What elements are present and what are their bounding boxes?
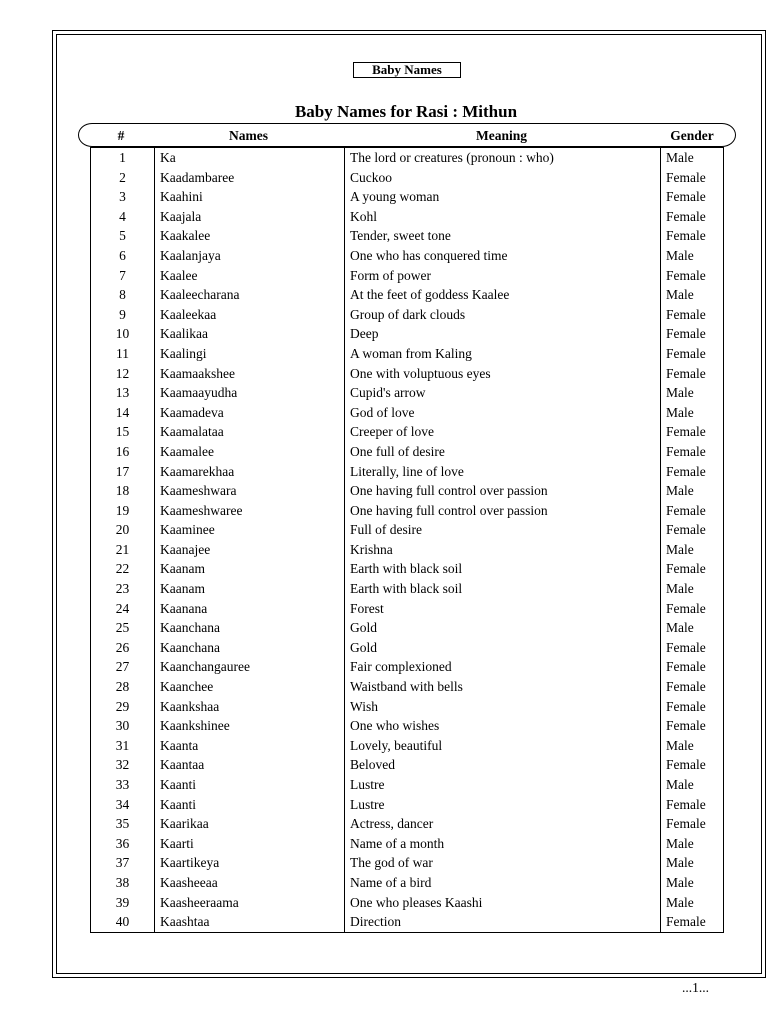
row-number: 37 — [91, 853, 155, 873]
row-meaning: At the feet of goddess Kaalee — [345, 285, 661, 305]
table-row — [91, 579, 724, 599]
row-meaning: Direction — [345, 912, 661, 932]
table-row — [91, 540, 724, 560]
row-meaning: Gold — [345, 638, 661, 658]
row-number: 34 — [91, 795, 155, 815]
table-row — [91, 795, 724, 815]
row-gender: Male — [661, 775, 724, 795]
table-row — [91, 403, 724, 423]
row-name: Kaankshaa — [155, 697, 345, 717]
row-name: Kaamaakshee — [155, 364, 345, 384]
row-name: Kaanchangauree — [155, 657, 345, 677]
row-meaning: Fair complexioned — [345, 657, 661, 677]
table-row — [91, 775, 724, 795]
row-gender: Male — [661, 893, 724, 913]
row-gender: Female — [661, 697, 724, 717]
row-gender: Female — [661, 422, 724, 442]
row-name: Kaameshwaree — [155, 501, 345, 521]
row-name: Kaanti — [155, 775, 345, 795]
table-row — [91, 912, 724, 932]
row-number: 14 — [91, 403, 155, 423]
row-name: Kaadambaree — [155, 168, 345, 188]
table-row — [91, 246, 724, 266]
row-number: 23 — [91, 579, 155, 599]
row-meaning: Tender, sweet tone — [345, 226, 661, 246]
row-number: 15 — [91, 422, 155, 442]
row-gender: Male — [661, 403, 724, 423]
row-gender: Female — [661, 716, 724, 736]
row-gender: Female — [661, 305, 724, 325]
row-gender: Female — [661, 755, 724, 775]
row-name: Kaamalataa — [155, 422, 345, 442]
row-number: 18 — [91, 481, 155, 501]
table-row — [91, 755, 724, 775]
row-name: Kaamarekhaa — [155, 462, 345, 482]
table-row — [91, 677, 724, 697]
table-row — [91, 814, 724, 834]
page-number: ...1... — [682, 980, 709, 995]
row-meaning: Waistband with bells — [345, 677, 661, 697]
row-meaning: One having full control over passion — [345, 481, 661, 501]
row-gender: Female — [661, 795, 724, 815]
row-name: Kaamaayudha — [155, 383, 345, 403]
row-number: 5 — [91, 226, 155, 246]
table-row — [91, 501, 724, 521]
row-number: 29 — [91, 697, 155, 717]
row-gender: Female — [661, 187, 724, 207]
row-meaning: Krishna — [345, 540, 661, 560]
row-name: Kaashtaa — [155, 912, 345, 932]
row-meaning: Name of a bird — [345, 873, 661, 893]
row-meaning: Lustre — [345, 795, 661, 815]
row-name: Kaaleecharana — [155, 285, 345, 305]
row-meaning: A woman from Kaling — [345, 344, 661, 364]
table-row — [91, 520, 724, 540]
row-meaning: One who has conquered time — [345, 246, 661, 266]
column-header-gender: Gender — [670, 128, 714, 143]
table-row — [91, 324, 724, 344]
row-meaning: Earth with black soil — [345, 579, 661, 599]
row-meaning: Creeper of love — [345, 422, 661, 442]
table-row — [91, 559, 724, 579]
row-gender: Female — [661, 912, 724, 932]
row-meaning: Cuckoo — [345, 168, 661, 188]
row-gender: Female — [661, 638, 724, 658]
row-gender: Male — [661, 834, 724, 854]
row-meaning: Actress, dancer — [345, 814, 661, 834]
row-number: 38 — [91, 873, 155, 893]
row-gender: Male — [661, 481, 724, 501]
row-name: Kaanam — [155, 579, 345, 599]
row-name: Kaanchana — [155, 618, 345, 638]
row-number: 7 — [91, 266, 155, 286]
row-name: Kaamadeva — [155, 403, 345, 423]
table-row — [91, 285, 724, 305]
row-name: Kaasheeaa — [155, 873, 345, 893]
row-number: 20 — [91, 520, 155, 540]
row-meaning: One having full control over passion — [345, 501, 661, 521]
table-row — [91, 618, 724, 638]
row-name: Kaanana — [155, 599, 345, 619]
row-name: Kaaleekaa — [155, 305, 345, 325]
table-row — [91, 834, 724, 854]
row-meaning: Gold — [345, 618, 661, 638]
table-row — [91, 305, 724, 325]
row-gender: Male — [661, 246, 724, 266]
table-row — [91, 481, 724, 501]
row-gender: Male — [661, 579, 724, 599]
row-gender: Female — [661, 677, 724, 697]
row-meaning: One full of desire — [345, 442, 661, 462]
row-name: Kaanta — [155, 736, 345, 756]
row-name: Kaartikeya — [155, 853, 345, 873]
row-name: Kaarti — [155, 834, 345, 854]
row-number: 33 — [91, 775, 155, 795]
row-gender: Male — [661, 853, 724, 873]
row-number: 8 — [91, 285, 155, 305]
row-name: Kaakalee — [155, 226, 345, 246]
table-row — [91, 893, 724, 913]
table-row — [91, 462, 724, 482]
row-meaning: Name of a month — [345, 834, 661, 854]
row-meaning: Earth with black soil — [345, 559, 661, 579]
row-meaning: Cupid's arrow — [345, 383, 661, 403]
row-gender: Female — [661, 657, 724, 677]
row-meaning: The god of war — [345, 853, 661, 873]
row-number: 27 — [91, 657, 155, 677]
table-row — [91, 442, 724, 462]
row-name: Kaanchee — [155, 677, 345, 697]
row-number: 25 — [91, 618, 155, 638]
row-meaning: Forest — [345, 599, 661, 619]
row-meaning: Form of power — [345, 266, 661, 286]
row-number: 40 — [91, 912, 155, 932]
row-name: Kaajala — [155, 207, 345, 227]
row-gender: Female — [661, 324, 724, 344]
row-number: 6 — [91, 246, 155, 266]
row-meaning: Beloved — [345, 755, 661, 775]
row-number: 39 — [91, 893, 155, 913]
row-name: Kaaminee — [155, 520, 345, 540]
table-row — [91, 168, 724, 188]
row-name: Kaalanjaya — [155, 246, 345, 266]
row-name: Kaasheeraama — [155, 893, 345, 913]
row-number: 13 — [91, 383, 155, 403]
row-number: 22 — [91, 559, 155, 579]
table-row — [91, 364, 724, 384]
table-row — [91, 599, 724, 619]
row-name: Kaarikaa — [155, 814, 345, 834]
row-number: 30 — [91, 716, 155, 736]
row-gender: Female — [661, 559, 724, 579]
row-name: Kaanchana — [155, 638, 345, 658]
row-meaning: Literally, line of love — [345, 462, 661, 482]
table-row — [91, 383, 724, 403]
row-number: 11 — [91, 344, 155, 364]
names-table — [90, 147, 724, 933]
table-row — [91, 187, 724, 207]
row-number: 1 — [91, 148, 155, 168]
row-gender: Male — [661, 383, 724, 403]
row-number: 10 — [91, 324, 155, 344]
row-name: Kaalee — [155, 266, 345, 286]
row-name: Kaanti — [155, 795, 345, 815]
row-number: 16 — [91, 442, 155, 462]
row-gender: Female — [661, 442, 724, 462]
table-row — [91, 266, 724, 286]
row-meaning: The lord or creatures (pronoun : who) — [345, 148, 661, 168]
row-number: 35 — [91, 814, 155, 834]
row-meaning: One who pleases Kaashi — [345, 893, 661, 913]
row-gender: Female — [661, 266, 724, 286]
row-gender: Male — [661, 873, 724, 893]
table-row — [91, 657, 724, 677]
row-number: 36 — [91, 834, 155, 854]
row-gender: Female — [661, 168, 724, 188]
row-gender: Male — [661, 540, 724, 560]
row-name: Kaahini — [155, 187, 345, 207]
row-number: 19 — [91, 501, 155, 521]
row-number: 4 — [91, 207, 155, 227]
row-gender: Male — [661, 736, 724, 756]
row-meaning: A young woman — [345, 187, 661, 207]
row-meaning: Full of desire — [345, 520, 661, 540]
row-gender: Male — [661, 285, 724, 305]
row-gender: Female — [661, 462, 724, 482]
row-number: 32 — [91, 755, 155, 775]
row-number: 31 — [91, 736, 155, 756]
row-number: 9 — [91, 305, 155, 325]
row-meaning: Group of dark clouds — [345, 305, 661, 325]
row-number: 28 — [91, 677, 155, 697]
row-number: 12 — [91, 364, 155, 384]
row-meaning: Deep — [345, 324, 661, 344]
names-table-body — [91, 148, 724, 933]
row-gender: Male — [661, 618, 724, 638]
row-number: 21 — [91, 540, 155, 560]
row-meaning: Lovely, beautiful — [345, 736, 661, 756]
row-gender: Female — [661, 207, 724, 227]
table-row — [91, 344, 724, 364]
row-name: Ka — [155, 148, 345, 168]
row-meaning: Wish — [345, 697, 661, 717]
table-row — [91, 853, 724, 873]
table-row — [91, 422, 724, 442]
row-gender: Female — [661, 226, 724, 246]
column-header-names: Names — [229, 128, 268, 143]
table-row — [91, 873, 724, 893]
row-number: 2 — [91, 168, 155, 188]
row-name: Kaalikaa — [155, 324, 345, 344]
row-gender: Female — [661, 599, 724, 619]
row-name: Kaalingi — [155, 344, 345, 364]
table-row — [91, 148, 724, 168]
table-row — [91, 736, 724, 756]
row-gender: Female — [661, 814, 724, 834]
page-title: Baby Names for Rasi : Mithun — [294, 102, 518, 121]
row-name: Kaamalee — [155, 442, 345, 462]
row-gender: Female — [661, 520, 724, 540]
row-name: Kaanajee — [155, 540, 345, 560]
table-row — [91, 226, 724, 246]
row-name: Kaameshwara — [155, 481, 345, 501]
row-gender: Female — [661, 501, 724, 521]
table-row — [91, 207, 724, 227]
column-header-number: # — [117, 128, 125, 143]
row-gender: Male — [661, 148, 724, 168]
table-row — [91, 716, 724, 736]
row-meaning: God of love — [345, 403, 661, 423]
row-number: 3 — [91, 187, 155, 207]
row-meaning: One with voluptuous eyes — [345, 364, 661, 384]
row-gender: Female — [661, 344, 724, 364]
row-gender: Female — [661, 364, 724, 384]
row-name: Kaanam — [155, 559, 345, 579]
row-meaning: Lustre — [345, 775, 661, 795]
table-row — [91, 697, 724, 717]
row-number: 24 — [91, 599, 155, 619]
row-name: Kaankshinee — [155, 716, 345, 736]
row-number: 17 — [91, 462, 155, 482]
table-header — [78, 123, 736, 147]
header-label: Baby Names — [353, 62, 461, 78]
row-name: Kaantaa — [155, 755, 345, 775]
row-number: 26 — [91, 638, 155, 658]
row-meaning: Kohl — [345, 207, 661, 227]
column-header-meaning: Meaning — [475, 128, 527, 143]
table-row — [91, 638, 724, 658]
row-meaning: One who wishes — [345, 716, 661, 736]
